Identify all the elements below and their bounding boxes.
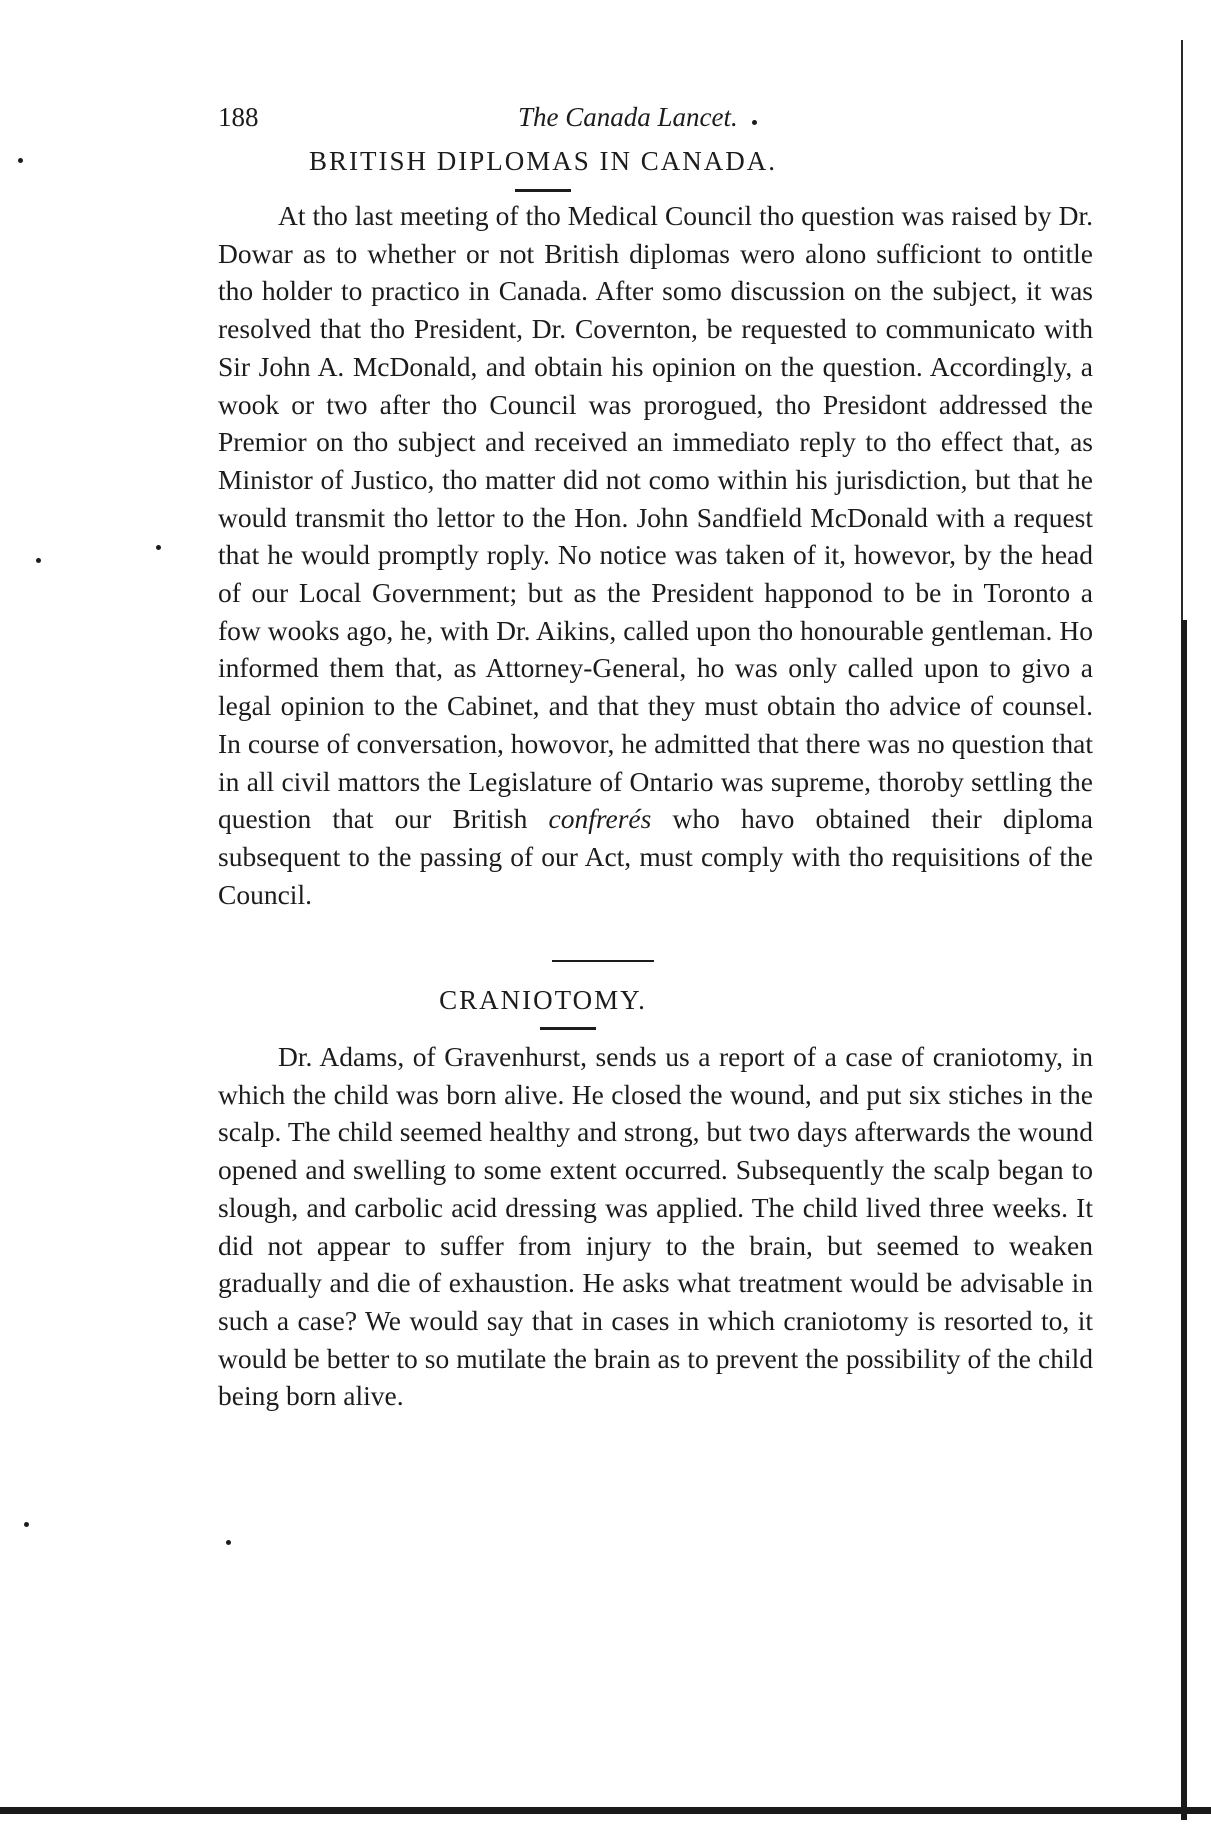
article-text-part: At tho last meeting of tho Medical Council tho question was raised by Dr. Dowar as to whether or not British diplomas wero alono sufficiont to ontitle tho holder to practico in Canada. After somo discussion on the subject, it was resolved that tho President, Dr. Covernton, be requested to communicato with Sir John A. McDonald, and obtain his opinion on the question. Accordingly, a wook or two after tho Council was prorogued, tho Presidont addressed the Premior on tho subject and received an immediato reply to tho effect that, as Ministor of Justico, tho matter did not como within his jurisdiction, but that he would transmit tho lettor to the Hon. John Sandfield McDonald with a request that he would promptly roply. No notice was taken of it, howevor, by the head of our Local Government; but as the President happonod to be in Toronto a fow wooks ago, he, with Dr. Aikins, called upon tho honourable gentleman. Ho informed them that, as Attorney-General, ho was only called upon to givo a legal opinion to the Cabinet, and that they must obtain tho advice of counsel. In course of conversation, howovor, he admitted that there was no question that in all civil mattors the Legislature of Ontario was supreme, thoroby settling the question that our British — [218, 200, 1093, 835]
scan-speck — [156, 545, 161, 550]
heading-rule — [540, 1027, 596, 1030]
heading-rule — [515, 189, 571, 192]
page-bottom-edge — [0, 1807, 1211, 1814]
scan-speck — [36, 558, 41, 563]
running-head — [218, 102, 868, 142]
journal-title: The Canada Lancet. — [518, 102, 738, 132]
article-heading-craniotomy: CRANIOTOMY. — [439, 985, 647, 1015]
page-number: 188 — [218, 102, 259, 132]
italic-term: confrerés — [548, 803, 652, 835]
article-body-craniotomy: Dr. Adams, of Gravenhurst, sends us a report of a case of craniotomy, in which the child was born alive. He closed the wound, and put six stiches in the scalp. The child seemed healthy and strong, but two days afterwards the wound opened and swelling to some extent occurred. Subsequently the scalp began to slough, and carbolic acid dressing was applied. The child lived three weeks. It did not appear to suffer from injury to the brain, but seemed to weaken gradually and die of exhaustion. He asks what treatment would be advisable in such a case? We would say that in cases in which craniotomy is resorted to, it would be better to so mutilate the brain as to prevent the possibility of the child being born alive. — [218, 1041, 1093, 1412]
section-separator-rule — [552, 960, 654, 962]
scan-speck — [24, 1522, 29, 1527]
scan-speck — [752, 120, 757, 125]
article-body-british-diplomas — [218, 197, 1093, 913]
article-text-part: who havo obtained their diploma subsequent to the passing of our Act, must comply with tho requisitions of the Council. — [218, 803, 1093, 910]
scan-speck — [18, 158, 23, 163]
scan-speck — [226, 1540, 231, 1545]
page-edge-shadow — [1181, 620, 1187, 1820]
article-heading-british-diplomas: BRITISH DIPLOMAS IN CANADA. — [308, 146, 778, 176]
